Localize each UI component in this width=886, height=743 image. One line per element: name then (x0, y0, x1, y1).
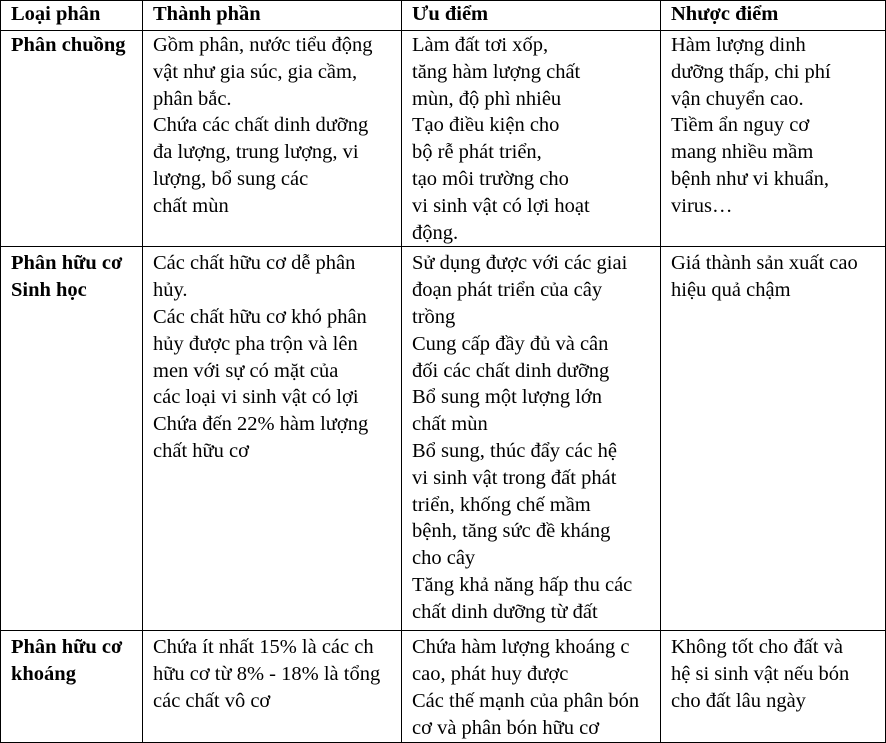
cell-line: cao, phát huy được (412, 663, 569, 686)
cell-line: đoạn phát triển của cây (412, 279, 603, 302)
header-disadvantages: Nhược điểm (661, 1, 886, 31)
cell-line: Các chất hữu cơ khó phân (153, 305, 367, 328)
cell-line: lượng, bổ sung các (153, 167, 309, 190)
cell-line: cơ và phân bón hữu cơ (412, 716, 600, 739)
cell-line: triển, khống chế mầm (412, 493, 591, 516)
composition-cell (143, 31, 402, 247)
header-type: Loại phân (1, 1, 143, 31)
cell-line: các loại vi sinh vật có lợi (153, 386, 359, 409)
cell-line: đối các chất dinh dưỡng (412, 359, 610, 382)
cell-line: Giá thành sản xuất cao (671, 252, 858, 275)
cell-line: bệnh như vi khuẩn, (671, 167, 830, 190)
cell-line: tạo môi trường cho (412, 167, 569, 190)
table-row (1, 247, 886, 631)
table-row (1, 631, 886, 743)
cell-line: mùn, độ phì nhiêu (412, 87, 562, 110)
cell-line: hủy. (153, 279, 188, 302)
cell-line: Chứa các chất dinh dưỡng (153, 114, 369, 137)
cell-line: Không tốt cho đất và (671, 636, 843, 659)
cell-line: Tăng khả năng hấp thu các (412, 573, 633, 596)
composition-cell (143, 631, 402, 743)
cell-line: Sử dụng được với các giai (412, 252, 628, 275)
header-composition: Thành phần (143, 1, 402, 31)
cell-line: bệnh, tăng sức đề kháng (412, 520, 611, 543)
cell-line: chất hữu cơ (153, 439, 249, 462)
header-row (1, 1, 886, 31)
cell-line: virus… (671, 194, 733, 217)
table-row (1, 31, 886, 247)
cell-line: vận chuyển cao. (671, 87, 804, 110)
cell-line: hủy được pha trộn và lên (153, 332, 358, 355)
cell-line: chất dinh dưỡng từ đất (412, 600, 598, 623)
cell-line: bộ rễ phát triển, (412, 141, 542, 164)
advantages-cell (402, 247, 661, 631)
cell-line: hệ si sinh vật nếu bón (671, 663, 850, 686)
header-advantages: Ưu điểm (402, 1, 661, 31)
cell-line: Các chất hữu cơ dễ phân (153, 252, 356, 275)
disadvantages-cell (661, 631, 886, 743)
cell-line: Cung cấp đầy đủ và cân (412, 332, 609, 355)
cell-line: hiệu quả chậm (671, 279, 791, 302)
cell-line: động. (412, 221, 459, 244)
cell-line: vi sinh vật có lợi hoạt (412, 194, 590, 217)
cell-line: hữu cơ từ 8% - 18% là tổng (153, 663, 381, 686)
composition-cell (143, 247, 402, 631)
cell-line: cho cây (412, 547, 476, 570)
cell-line: trồng (412, 305, 456, 328)
cell-line: mang nhiều mầm (671, 141, 814, 164)
disadvantages-cell (661, 31, 886, 247)
cell-line: khoáng (11, 663, 76, 686)
cell-line: vật như gia súc, gia cầm, (153, 60, 358, 83)
cell-line: vi sinh vật trong đất phát (412, 466, 617, 489)
cell-line: Phân chuồng (11, 34, 126, 56)
cell-line: men với sự có mặt của (153, 359, 339, 382)
cell-line: Bổ sung một lượng lớn (412, 386, 602, 409)
cell-line: các chất vô cơ (153, 689, 271, 712)
fertilizer-type-cell (1, 631, 143, 743)
cell-line: cho đất lâu ngày (671, 689, 806, 712)
cell-line: Gồm phân, nước tiểu động (153, 34, 373, 56)
cell-line: Sinh học (11, 279, 87, 302)
cell-line: Chứa hàm lượng khoáng c (412, 636, 630, 659)
disadvantages-cell (661, 247, 886, 631)
cell-line: Chứa đến 22% hàm lượng (153, 413, 369, 436)
cell-line: phân bắc. (153, 87, 232, 110)
cell-line: Tiềm ẩn nguy cơ (671, 114, 810, 137)
advantages-cell (402, 31, 661, 247)
cell-line: tăng hàm lượng chất (412, 60, 581, 83)
cell-line: Phân hữu cơ (11, 252, 123, 275)
cell-line: đa lượng, trung lượng, vi (153, 141, 359, 164)
cell-line: Các thế mạnh của phân bón (412, 689, 640, 712)
cell-line: Làm đất tơi xốp, (412, 34, 549, 56)
cell-line: Phân hữu cơ (11, 636, 123, 659)
fertilizer-type-cell (1, 247, 143, 631)
cell-line: chất mùn (412, 413, 488, 436)
cell-line: Tạo điều kiện cho (412, 114, 560, 137)
cell-line: Bổ sung, thúc đẩy các hệ (412, 439, 617, 462)
advantages-cell (402, 631, 661, 743)
cell-line: Chứa ít nhất 15% là các ch (153, 636, 374, 659)
fertilizer-type-cell (1, 31, 143, 247)
cell-line: Hàm lượng dinh (671, 34, 806, 56)
cell-line: chất mùn (153, 194, 229, 217)
cell-line: dưỡng thấp, chi phí (671, 60, 831, 83)
